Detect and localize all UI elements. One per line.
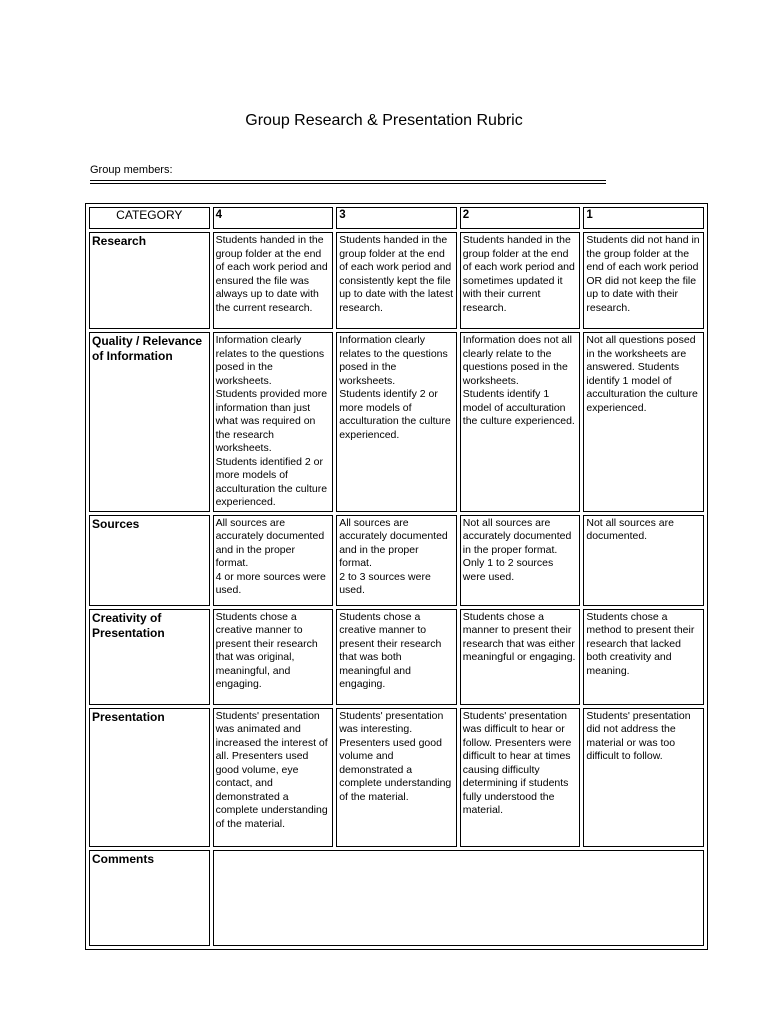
row-category: Comments [89,850,210,946]
rubric-row-presentation [89,708,704,847]
rubric-cell: Students' presentation did not address the material or was too difficult to follow. [583,708,704,847]
rubric-cell: Students chose a creative manner to present their research that was original, meaningful, and engaging. [213,609,334,705]
rubric-cell: Information does not all clearly relate to the questions posed in the worksheets. Students identify 1 model of acculturation the culture experienced. [460,332,581,512]
rubric-row-research [89,232,704,329]
rubric-cell: Students chose a method to present their research that lacked both creativity and meaning. [583,609,704,705]
rubric-cell: Students' presentation was difficult to hear or follow. Presenters were difficult to hear at times causing difficulty determining if students fully understood the material. [460,708,581,847]
rubric-cell: Students chose a manner to present their research that was either meaningful or engaging. [460,609,581,705]
header-score-2: 2 [460,207,581,229]
group-members-line-underline [90,183,606,184]
rubric-cell: Not all questions posed in the worksheets are answered. Students identify 1 model of acculturation the culture experienced. [583,332,704,512]
row-category: Presentation [89,708,210,847]
rubric-cell: Students' presentation was interesting. Presenters used good volume and demonstrated a complete understanding of the material. [336,708,457,847]
row-category: Creativity of Presentation [89,609,210,705]
rubric-cell: All sources are accurately documented and in the proper format. 2 to 3 sources were used. [336,515,457,606]
group-members-label: Group members: [90,164,173,176]
rubric-row-quality [89,332,704,512]
rubric-cell: Students handed in the group folder at the end of each work period and consistently kept the file up to date with the latest research. [336,232,457,329]
row-category: Sources [89,515,210,606]
rubric-cell: Students handed in the group folder at the end of each work period and sometimes updated it with their current research. [460,232,581,329]
header-score-3: 3 [336,207,457,229]
document-title: Group Research & Presentation Rubric [245,112,523,129]
rubric-cell: Not all sources are documented. [583,515,704,606]
header-category: CATEGORY [89,207,210,229]
header-score-1: 1 [583,207,704,229]
rubric-cell: Students did not hand in the group folder at the end of each work period OR did not keep the file up to date with their research. [583,232,704,329]
rubric-table [85,203,708,950]
rubric-row-creativity [89,609,704,705]
rubric-cell: Students handed in the group folder at the end of each work period and ensured the file was always up to date with the current research. [213,232,334,329]
group-members-line[interactable] [90,180,606,181]
rubric-cell: Not all sources are accurately documented in the proper format. Only 1 to 2 sources were used. [460,515,581,606]
rubric-cell: Information clearly relates to the questions posed in the worksheets. Students provided more information than just what was required on the research worksheets. Students identified 2 or more models of acculturation the culture experienced. [213,332,334,512]
row-category: Research [89,232,210,329]
rubric-row-sources [89,515,704,606]
row-category: Quality / Relevance of Information [89,332,210,512]
rubric-cell: Information clearly relates to the questions posed in the worksheets. Students identify 2 or more models of acculturation the culture experienced. [336,332,457,512]
rubric-cell: Students chose a creative manner to present their research that was both meaningful and engaging. [336,609,457,705]
comments-field[interactable] [213,850,704,946]
header-row [89,207,704,229]
header-score-4: 4 [213,207,334,229]
rubric-cell: Students' presentation was animated and increased the interest of all. Presenters used good volume, eye contact, and demonstrated a complete understanding of the material. [213,708,334,847]
rubric-row-comments [89,850,704,946]
rubric-cell: All sources are accurately documented and in the proper format. 4 or more sources were used. [213,515,334,606]
